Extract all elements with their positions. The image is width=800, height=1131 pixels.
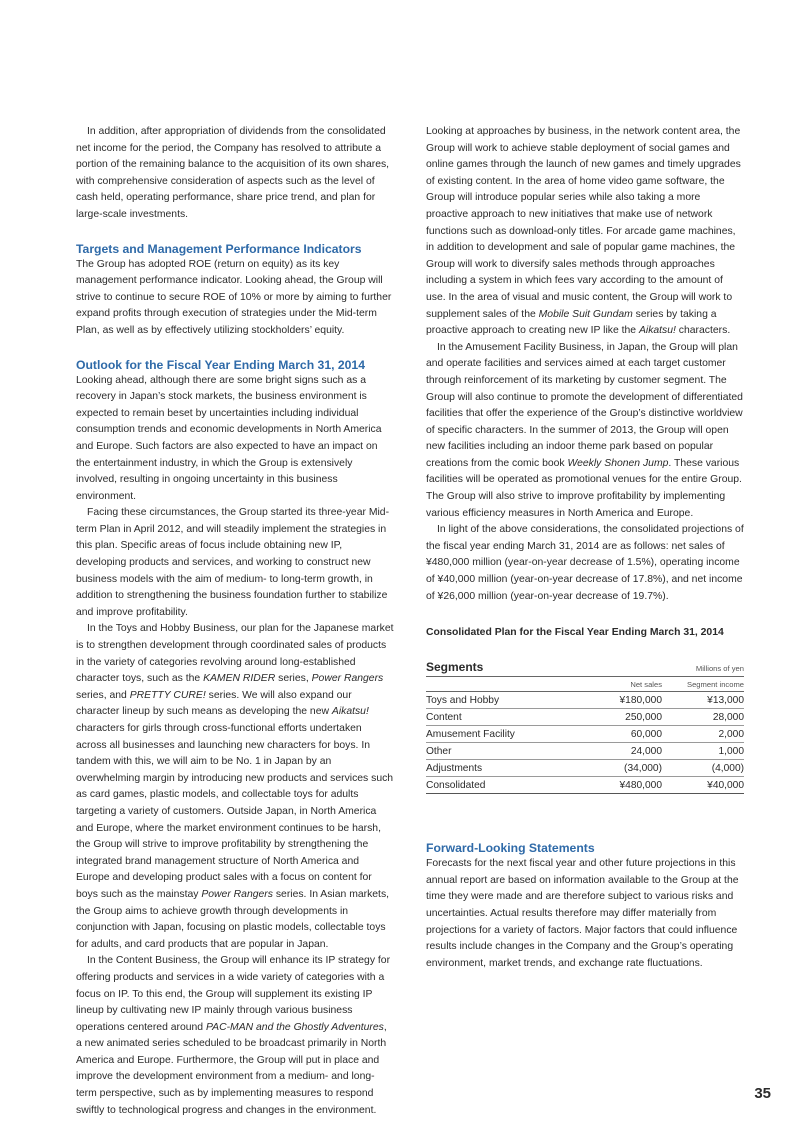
outlook-paragraph-1: Looking ahead, although there are some bright signs such as a recovery in Japan’s stock markets, the business environment is expected to remain beset by uncertainties including individual consumption trends and economic developments in North America and Europe. Such factors are also expected to have an impact on the entertainment industry, in which the Group is extensively involved, resulting in ongoing uncertainty in this business environment. <box>76 374 382 502</box>
forward-looking-paragraph: Forecasts for the next fiscal year and other future projections in this annual report are based on information available to the Group at the time they were made and are therefore subject to various risks and uncertainties. Actual results therefore may differ materially from projections for a variety of factors. Major factors that could influence results include changes in the Company and the Group’s operating environment, market trends, and exchange rate fluctuations. <box>426 858 739 969</box>
table-row: Content 250,000 28,000 <box>426 709 744 726</box>
right-column <box>426 124 744 972</box>
table-row: Other 24,000 1,000 <box>426 743 744 760</box>
intro-paragraph: In addition, after appropriation of dividends from the consolidated net income for the period, the Company has resolved to attribute a portion of the remaining balance to the acquisition of its own shares, with comprehensive consideration of aspects such as the level of cash held, operating performance, share price trend, and plan for large-scale investments. <box>76 126 390 220</box>
forward-looking-heading: Forward-Looking Statements <box>426 841 595 856</box>
outlook-heading: Outlook for the Fiscal Year Ending March 31, 2014 <box>76 357 365 372</box>
left-column <box>76 124 394 1119</box>
targets-heading: Targets and Management Performance Indicators <box>76 241 362 256</box>
table-column-row <box>426 677 744 692</box>
content-paragraph: In the Content Business, the Group will enhance its IP strategy for offering products and services in a wide variety of categories with a focus on IP. To this end, the Group will supplement its existing IP lineup by cultivating new IP mainly through various business operations centered around PAC-MAN and the Ghostly Adventures, a new animated series scheduled to be broadcast primarily in North America and Europe. Furthermore, the Group will put in place and improve the development environment from a medium- and long-term perspective, such as by implementing measures to respond swiftly to technological progress and changes in the environment. <box>76 955 391 1116</box>
amusement-paragraph: In the Amusement Facility Business, in Japan, the Group will plan and operate facilities and services aimed at each target customer through reinforcement of its marketing by customer segment. The Group will also continue to promote the development of differentiated facilities that offer the experience of the Group’s distinctive worldview of specific characters. In the summer of 2013, the Group will open new facilities including an indoor theme park based on popular creations from the comic book Weekly Shonen Jump. These various facilities will be operated as promotional venues for the entire Group. The Group will also strive to improve profitability by implementing various efficiency measures in North America and Europe. <box>426 341 743 519</box>
table-row: Amusement Facility 60,000 2,000 <box>426 726 744 743</box>
unit-label: Millions of yen <box>662 653 744 677</box>
toys-paragraph: In the Toys and Hobby Business, our plan for the Japanese market is to strengthen development through coordinated sales of products in the variety of categories revolving around long-established character toys, such as the KAMEN RIDER series, Power Rangers series, and PRETTY CURE! series. We will also expand our character lineup by such means as developing the new Aikatsu! characters for girls through cross-functional efforts undertaken across all businesses and launching new characters for boys. In tandem with this, we will aim to be No. 1 in Japan by an overwhelming margin by introducing new products and services such as card games, plastic models, and collectable toys for adults targeting a variety of customers. Outside Japan, in North America and Europe, where the market environment continues to be harsh, the Group will strive to improve profitability by strengthening the integrated brand management structure of North America and Europe and developing product sales with a focus on content for boys such as the mainstay Power Rangers series. In Asian markets, the Group aims to achieve growth through developments in conjunction with Japan, focusing on plastic models, collectable toys for adults, and card products that are popular in Japan. <box>76 623 394 950</box>
column-net-sales: Net sales <box>576 677 662 692</box>
network-paragraph: Looking at approaches by business, in the network content area, the Group will work to achieve stable deployment of social games and online games through the launch of new games and timely upgrades of existing content. In the area of home video game software, the Group will introduce popular series while also taking a more proactive approach to new initiatives that make use of network functions such as download-only titles. For arcade game machines, in addition to development and sale of popular game machines, the Group will work to diversify sales methods through approaches including a system in which fees vary according to the amount of use. In the area of visual and music content, the Group will work to supplement sales of the Mobile Suit Gundam series by taking a proactive approach to creating new IP like the Aikatsu! characters. <box>426 126 741 337</box>
outlook-paragraph-2: Facing these circumstances, the Group started its three-year Mid-term Plan in April 2012, and will steadily implement the strategies in this plan. Specific areas of focus include obtaining new IP, developing products and services, and working to construct new business models with the aim of medium- to long-term growth, in addition to strengthening the business foundation further to stabilize and improve profitability. <box>76 507 390 618</box>
projection-paragraph: In light of the above considerations, the consolidated projections of the fiscal year ending March 31, 2014 are as follows: net sales of ¥480,000 million (year-on-year decrease of 1.5%), operating income of ¥40,000 million (year-on-year decrease of 17.8%), and net income of ¥26,000 million (year-on-year decrease of 19.7%). <box>426 524 744 602</box>
page-number: 35 <box>754 1085 771 1102</box>
segments-title: Segments <box>426 653 576 677</box>
table-row-total: Consolidated ¥480,000 ¥40,000 <box>426 777 744 794</box>
targets-paragraph: The Group has adopted ROE (return on equity) as its key management performance indicator. Looking ahead, the Group will strive to continue to secure ROE of 10% or more by aiming to further expand profits through execution of strategies under the Mid-term Plan, as well as by effectively utilizing stockholders’ equity. <box>76 258 392 336</box>
table-row: Toys and Hobby ¥180,000 ¥13,000 <box>426 692 744 709</box>
table-row: Adjustments (34,000) (4,000) <box>426 760 744 777</box>
plan-title: Consolidated Plan for the Fiscal Year Ending March 31, 2014 <box>426 627 724 639</box>
segments-table <box>426 653 744 794</box>
table-header-row <box>426 653 744 677</box>
column-segment-income: Segment income <box>662 677 744 692</box>
